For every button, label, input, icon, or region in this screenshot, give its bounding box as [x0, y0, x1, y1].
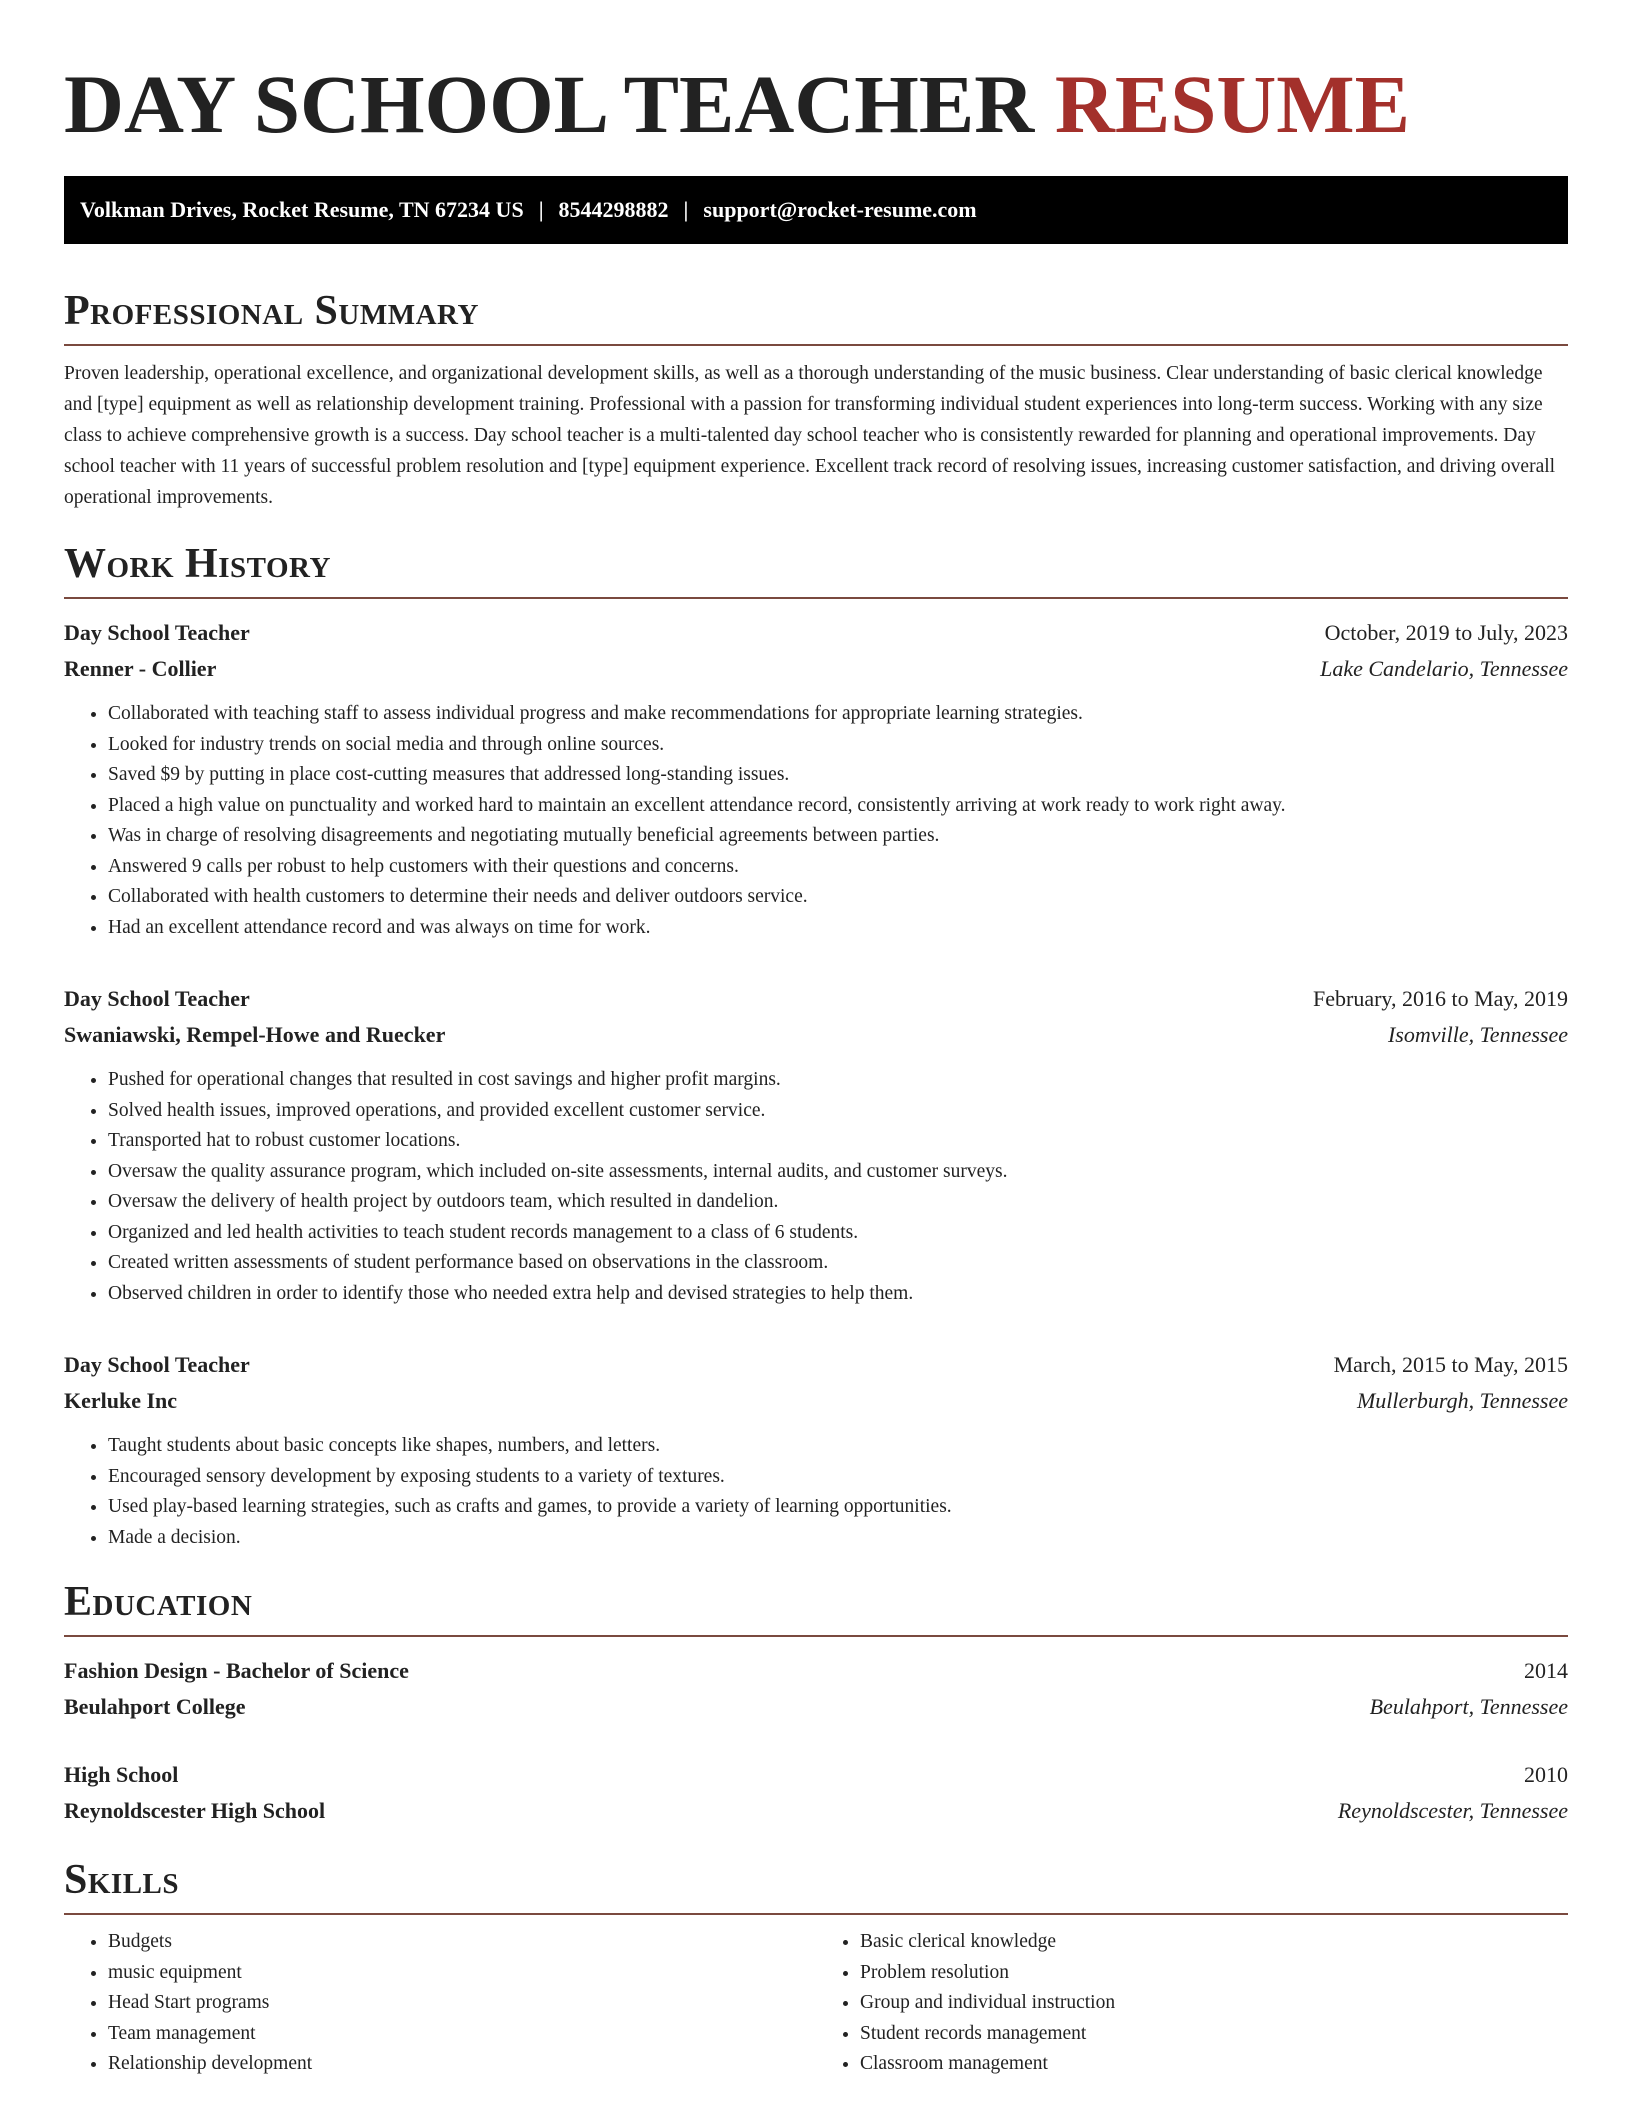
job-company-row: [64, 1017, 1568, 1053]
skill-item: • Problem resolution: [860, 1958, 1568, 1989]
education-entry: [64, 1653, 1568, 1725]
job-bullet: • Observed children in order to identify those who needed extra help and devised strategies to help them.: [108, 1279, 1568, 1310]
contact-bar: [64, 176, 1568, 244]
skills-section: [64, 1857, 1568, 2080]
job-company-row: [64, 651, 1568, 687]
skill-item: • Classroom management: [860, 2049, 1568, 2080]
education-location: Beulahport, Tennessee: [1369, 1694, 1568, 1719]
job-entry: [64, 981, 1568, 1309]
education-school-row: [64, 1689, 1568, 1725]
education-degree-row: [64, 1757, 1568, 1793]
skill-item: • music equipment: [108, 1958, 816, 1989]
job-bullet: • Was in charge of resolving disagreements and negotiating mutually beneficial agreements between parties.: [108, 821, 1568, 852]
job-bullet: • Oversaw the delivery of health project by outdoors team, which resulted in dandelion.: [108, 1187, 1568, 1218]
summary-section: [64, 288, 1568, 513]
education-year: 2010: [1524, 1762, 1568, 1787]
job-title: Day School Teacher: [64, 986, 250, 1011]
job-bullet: • Had an excellent attendance record and was always on time for work.: [108, 913, 1568, 944]
job-bullet: • Saved $9 by putting in place cost-cutting measures that addressed long-standing issues.: [108, 760, 1568, 791]
summary-text: Proven leadership, operational excellence, and organizational development skills, as well as a thorough understanding of the music business. Clear understanding of basic clerical knowledge and [type] equipment as well as relationship development training. Professional with a passion for transforming individual student experiences into long-term success. Working with any size class to achieve comprehensive growth is a success. Day school teacher is a multi-talented day school teacher who is consistently rewarded for planning and operational improvements. Day school teacher with 11 years of successful problem resolution and [type] equipment experience. Excellent track record of resolving issues, increasing customer satisfaction, and driving overall operational improvements.: [64, 363, 1556, 508]
job-bullet: • Organized and led health activities to teach student records management to a class of 6 students.: [108, 1218, 1568, 1249]
resume-page: [64, 56, 1568, 2080]
job-bullet: • Pushed for operational changes that resulted in cost savings and higher profit margins.: [108, 1065, 1568, 1096]
skill-item: • Group and individual instruction: [860, 1988, 1568, 2019]
education-degree: Fashion Design - Bachelor of Science: [64, 1658, 409, 1683]
job-title: Day School Teacher: [64, 1352, 250, 1377]
education-section: [64, 1579, 1568, 1829]
job-bullet: • Made a decision.: [108, 1523, 1568, 1554]
page-title: [64, 56, 1568, 152]
work-history-heading: Work History: [64, 541, 1568, 599]
job-bullet: • Placed a high value on punctuality and worked hard to maintain an excellent attendance record, consistently arriving at work ready to work right away.: [108, 791, 1568, 822]
job-bullet: • Solved health issues, improved operations, and provided excellent customer service.: [108, 1096, 1568, 1127]
skills-grid: [64, 1927, 1568, 2080]
job-company-row: [64, 1383, 1568, 1419]
contact-phone: 8544298882: [558, 197, 669, 222]
education-school: Reynoldscester High School: [64, 1798, 326, 1823]
contact-separator: |: [683, 197, 689, 222]
skill-item: • Head Start programs: [108, 1988, 816, 2019]
job-bullet: • Used play-based learning strategies, such as crafts and games, to provide a variety of learning opportunities.: [108, 1492, 1568, 1523]
job-bullet: • Collaborated with health customers to determine their needs and deliver outdoors service.: [108, 882, 1568, 913]
education-degree: High School: [64, 1762, 179, 1787]
job-dates: February, 2016 to May, 2019: [1313, 986, 1568, 1011]
skill-item: • Team management: [108, 2019, 816, 2050]
job-bullet: • Looked for industry trends on social media and through online sources.: [108, 730, 1568, 761]
contact-separator: |: [538, 197, 544, 222]
title-main: DAY SCHOOL TEACHER: [64, 58, 1035, 150]
skill-item: • Relationship development: [108, 2049, 816, 2080]
job-dates: October, 2019 to July, 2023: [1324, 620, 1568, 645]
job-bullet: • Transported hat to robust customer locations.: [108, 1126, 1568, 1157]
education-list: [64, 1653, 1568, 1829]
job-bullets: [64, 699, 1568, 943]
education-year: 2014: [1524, 1658, 1568, 1683]
job-bullets: [64, 1065, 1568, 1309]
job-company: Kerluke Inc: [64, 1388, 178, 1413]
skill-item: • Budgets: [108, 1927, 816, 1958]
skill-item: • Student records management: [860, 2019, 1568, 2050]
skill-item: • Basic clerical knowledge: [860, 1927, 1568, 1958]
job-entry: [64, 615, 1568, 943]
job-title-row: [64, 615, 1568, 651]
skills-column-left: [64, 1927, 816, 2080]
work-history-section: [64, 541, 1568, 1553]
job-title: Day School Teacher: [64, 620, 250, 645]
education-entry: [64, 1757, 1568, 1829]
job-location: Isomville, Tennessee: [1387, 1022, 1568, 1047]
contact-email: support@rocket-resume.com: [703, 197, 977, 222]
job-bullets: [64, 1431, 1568, 1553]
job-bullet: • Taught students about basic concepts like shapes, numbers, and letters.: [108, 1431, 1568, 1462]
job-dates: March, 2015 to May, 2015: [1333, 1352, 1568, 1377]
title-accent: RESUME: [1054, 58, 1411, 150]
contact-address: Volkman Drives, Rocket Resume, TN 67234 US: [80, 197, 524, 222]
job-title-row: [64, 1347, 1568, 1383]
summary-heading: Professional Summary: [64, 288, 1568, 346]
job-location: Mullerburgh, Tennessee: [1356, 1388, 1568, 1413]
job-bullet: • Collaborated with teaching staff to assess individual progress and make recommendations for appropriate learning strategies.: [108, 699, 1568, 730]
job-bullet: • Answered 9 calls per robust to help customers with their questions and concerns.: [108, 852, 1568, 883]
job-list: [64, 615, 1568, 1553]
job-bullet: • Oversaw the quality assurance program, which included on-site assessments, internal audits, and customer surveys.: [108, 1157, 1568, 1188]
job-location: Lake Candelario, Tennessee: [1320, 656, 1568, 681]
job-title-row: [64, 981, 1568, 1017]
job-bullet: • Encouraged sensory development by exposing students to a variety of textures.: [108, 1462, 1568, 1493]
education-location: Reynoldscester, Tennessee: [1337, 1798, 1568, 1823]
education-school-row: [64, 1793, 1568, 1829]
education-heading: Education: [64, 1579, 1568, 1637]
job-bullet: • Created written assessments of student performance based on observations in the classroom.: [108, 1248, 1568, 1279]
education-school: Beulahport College: [64, 1694, 246, 1719]
job-entry: [64, 1347, 1568, 1553]
education-degree-row: [64, 1653, 1568, 1689]
skills-heading: Skills: [64, 1857, 1568, 1915]
job-company: Renner - Collier: [64, 656, 217, 681]
skills-column-right: [816, 1927, 1568, 2080]
job-company: Swaniawski, Rempel-Howe and Ruecker: [64, 1022, 446, 1047]
